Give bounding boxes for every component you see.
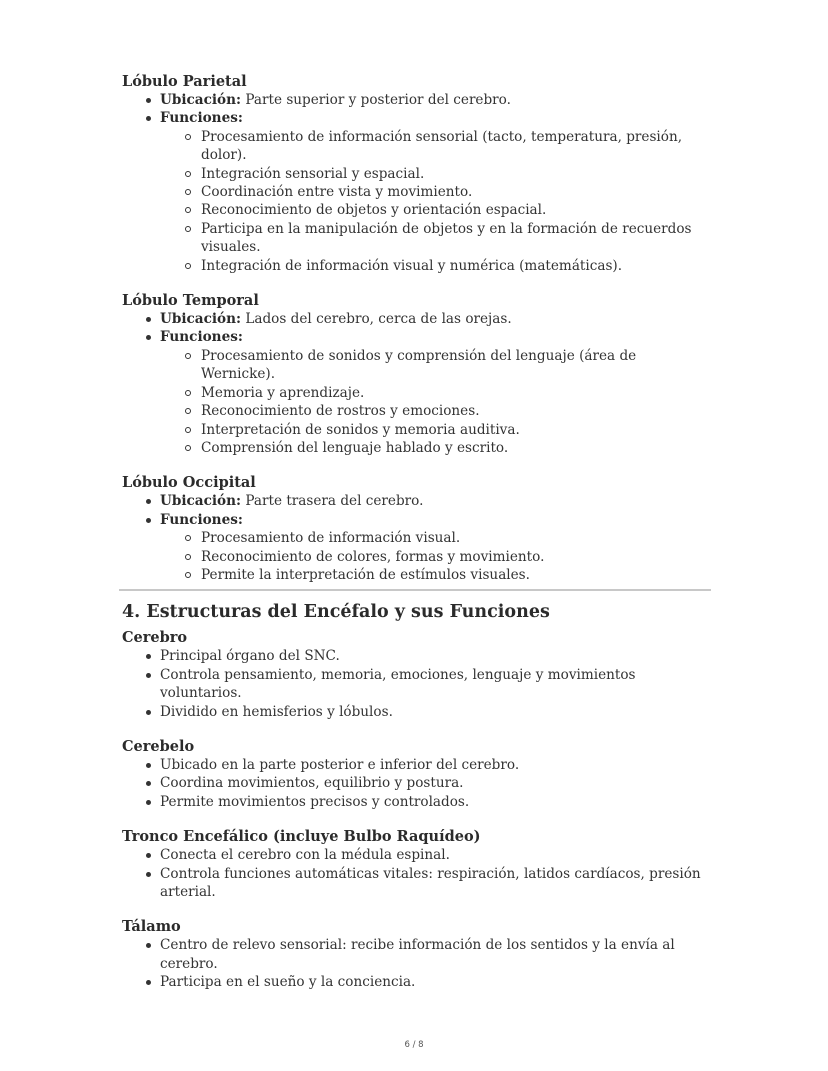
lobe-title: Lóbulo Parietal [122, 73, 247, 90]
functions-label: Funciones: [160, 511, 243, 528]
location-text: Lados del cerebro, cerca de las orejas. [241, 311, 512, 328]
list-item: Comprensión del lenguaje hablado y escrito. [122, 439, 708, 457]
list-item: Procesamiento de sonidos y comprensión del lenguaje (área de Wernicke). [122, 347, 708, 384]
list-item: Procesamiento de información sensorial (tacto, temperatura, presión, dolor). [122, 128, 708, 165]
list-item: Permite movimientos precisos y controlados. [122, 793, 708, 811]
list-item: Interpretación de sonidos y memoria auditiva. [122, 421, 708, 439]
location-item [122, 91, 708, 109]
functions-label: Funciones: [160, 329, 243, 346]
lobe-title: Lóbulo Occipital [122, 474, 256, 492]
location-label: Ubicación: [160, 92, 242, 108]
list-item: Controla funciones automáticas vitales: respiración, latidos cardíacos, presión arterial. [122, 865, 708, 902]
list-item: Permite la interpretación de estímulos visuales. [122, 566, 708, 584]
structure-list [122, 647, 708, 721]
lobe-occipital-section [122, 473, 708, 584]
location-label: Ubicación: [160, 493, 242, 510]
location-label: Ubicación: [160, 311, 242, 328]
structure-title: Cerebelo [122, 737, 195, 755]
list-item: Centro de relevo sensorial: recibe información de los sentidos y la envía al cerebro. [122, 936, 708, 973]
lobe-temporal-section [122, 291, 708, 457]
list-item: Participa en la manipulación de objetos y en la formación de recuerdos visuales. [122, 220, 708, 257]
location-text: Parte superior y posterior del cerebro. [241, 92, 511, 108]
functions-label: Funciones: [160, 110, 243, 127]
functions-item [122, 328, 708, 457]
functions-list [160, 347, 708, 457]
lobe-details-list [122, 91, 708, 275]
list-item: Integración sensorial y espacial. [122, 165, 708, 183]
structure-list [122, 846, 708, 901]
lobe-details-list [122, 492, 708, 584]
structure-list [122, 756, 708, 811]
location-item [122, 492, 708, 510]
structure-tronco-encefalico [122, 827, 708, 901]
list-item: Ubicado en la parte posterior e inferior del cerebro. [122, 756, 708, 774]
structure-title: Tronco Encefálico (incluye Bulbo Raquídeo) [122, 828, 481, 846]
list-item: Coordina movimientos, equilibrio y postura. [122, 774, 708, 792]
list-item: Dividido en hemisferios y lóbulos. [122, 703, 708, 721]
lobe-parietal-section [122, 72, 708, 275]
list-item: Participa en el sueño y la conciencia. [122, 973, 708, 991]
functions-item [122, 511, 708, 585]
document-page [122, 72, 708, 1008]
page-indicator: 6 / 8 [404, 1040, 424, 1050]
location-text: Parte trasera del cerebro. [241, 493, 424, 510]
list-item: Integración de información visual y numérica (matemáticas). [122, 257, 708, 275]
list-item: Reconocimiento de objetos y orientación espacial. [122, 201, 708, 219]
section-divider [119, 589, 711, 591]
structure-talamo [122, 917, 708, 991]
list-item: Memoria y aprendizaje. [122, 384, 708, 402]
structure-title: Cerebro [122, 629, 188, 647]
list-item: Coordinación entre vista y movimiento. [122, 183, 708, 201]
functions-list [160, 128, 708, 275]
list-item: Principal órgano del SNC. [122, 647, 708, 665]
structure-cerebelo [122, 737, 708, 811]
functions-item [122, 109, 708, 275]
structure-list [122, 936, 708, 991]
functions-list [160, 529, 708, 584]
structure-cerebro [122, 628, 708, 721]
structure-title: Tálamo [122, 918, 181, 936]
list-item: Reconocimiento de rostros y emociones. [122, 402, 708, 420]
lobe-title: Lóbulo Temporal [122, 292, 259, 310]
list-item: Controla pensamiento, memoria, emociones, lenguaje y movimientos voluntarios. [122, 666, 708, 703]
list-item: Reconocimiento de colores, formas y movimiento. [122, 548, 708, 566]
lobe-details-list [122, 310, 708, 457]
location-item [122, 310, 708, 328]
list-item: Conecta el cerebro con la médula espinal. [122, 846, 708, 864]
list-item: Procesamiento de información visual. [122, 529, 708, 547]
section-heading: 4. Estructuras del Encéfalo y sus Funciones [122, 602, 550, 623]
